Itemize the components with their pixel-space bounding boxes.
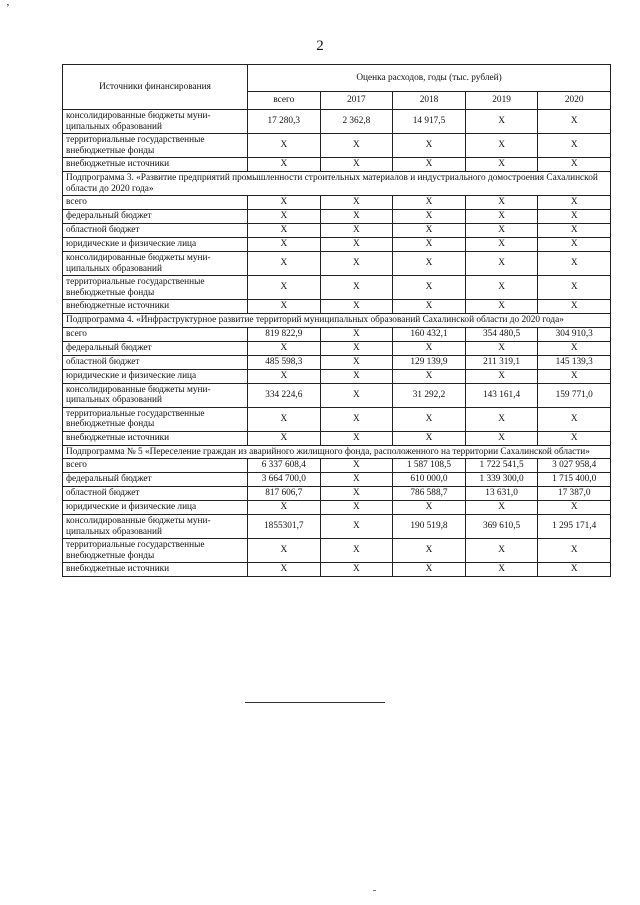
corner-mark: ’ <box>6 2 10 14</box>
value-cell: X <box>248 252 321 276</box>
value-cell: X <box>538 407 611 431</box>
value-cell: X <box>248 341 321 355</box>
value-cell: 817 606,7 <box>248 487 321 501</box>
value-cell: X <box>465 407 538 431</box>
subprogram-row <box>63 445 611 459</box>
source-column-header: Источники финансирования <box>63 65 248 110</box>
value-cell: X <box>320 134 393 158</box>
value-cell: 143 161,4 <box>465 383 538 407</box>
row-label: консолидированные бюджеты муни-ципальных образований <box>63 252 248 276</box>
value-cell: X <box>393 431 466 445</box>
value-cell: X <box>538 501 611 515</box>
row-label: консолидированные бюджеты муни-ципальных образований <box>63 515 248 539</box>
value-cell: X <box>393 252 466 276</box>
table-row <box>63 327 611 341</box>
value-cell: X <box>320 252 393 276</box>
table-row <box>63 473 611 487</box>
value-cell: X <box>465 501 538 515</box>
row-label: федеральный бюджет <box>63 473 248 487</box>
value-cell: 1 295 171,4 <box>538 515 611 539</box>
row-label: всего <box>63 196 248 210</box>
footer-mark <box>373 890 376 891</box>
value-cell: X <box>320 210 393 224</box>
value-cell: X <box>320 341 393 355</box>
value-cell: X <box>393 300 466 314</box>
value-cell: 3 027 958,4 <box>538 459 611 473</box>
value-cell: X <box>320 158 393 172</box>
table-body <box>63 110 611 577</box>
row-label: территориальные государственные внебюджетные фонды <box>63 407 248 431</box>
value-cell: X <box>465 224 538 238</box>
value-cell: X <box>465 210 538 224</box>
value-cell: X <box>465 110 538 134</box>
value-cell: 786 588,7 <box>393 487 466 501</box>
table-row <box>63 501 611 515</box>
row-label: юридические и физические лица <box>63 238 248 252</box>
subprogram-row <box>63 314 611 328</box>
value-cell: X <box>320 383 393 407</box>
value-cell: X <box>465 431 538 445</box>
value-cell: X <box>465 300 538 314</box>
value-cell: 1 587 108,5 <box>393 459 466 473</box>
value-cell: X <box>538 110 611 134</box>
value-cell: X <box>248 276 321 300</box>
row-label: территориальные государственные внебюджетные фонды <box>63 276 248 300</box>
value-cell: X <box>538 196 611 210</box>
value-cell: X <box>320 515 393 539</box>
subprogram-row <box>63 172 611 196</box>
row-label: всего <box>63 459 248 473</box>
value-cell: X <box>320 459 393 473</box>
table-row <box>63 224 611 238</box>
row-label: внебюджетные источники <box>63 563 248 577</box>
row-label: внебюджетные источники <box>63 300 248 314</box>
table-row <box>63 210 611 224</box>
value-cell: 160 432,1 <box>393 327 466 341</box>
column-header-2019: 2019 <box>465 91 538 109</box>
row-label: областной бюджет <box>63 355 248 369</box>
row-label: территориальные государственные внебюджетные фонды <box>63 134 248 158</box>
table-row <box>63 459 611 473</box>
table-row <box>63 276 611 300</box>
value-cell: 31 292,2 <box>393 383 466 407</box>
value-cell: X <box>248 300 321 314</box>
value-cell: 2 362,8 <box>320 110 393 134</box>
value-cell: X <box>320 473 393 487</box>
column-header-2017: 2017 <box>320 91 393 109</box>
table-row <box>63 158 611 172</box>
value-cell: X <box>465 341 538 355</box>
value-cell: X <box>393 563 466 577</box>
value-cell: X <box>393 276 466 300</box>
value-cell: X <box>465 539 538 563</box>
value-cell: X <box>538 224 611 238</box>
row-label: юридические и физические лица <box>63 369 248 383</box>
row-label: областной бюджет <box>63 487 248 501</box>
value-cell: 369 610,5 <box>465 515 538 539</box>
value-cell: X <box>320 327 393 341</box>
value-cell: 145 139,3 <box>538 355 611 369</box>
value-cell: X <box>248 210 321 224</box>
value-cell: X <box>248 369 321 383</box>
value-cell: X <box>320 196 393 210</box>
value-cell: X <box>393 210 466 224</box>
value-cell: 17 387,0 <box>538 487 611 501</box>
row-label: федеральный бюджет <box>63 210 248 224</box>
table-row <box>63 563 611 577</box>
subprogram-title: Подпрограмма 4. «Инфраструктурное развитие территорий муниципальных образований Сахалинской области до 2020 года» <box>63 314 611 328</box>
value-cell: 17 280,3 <box>248 110 321 134</box>
value-cell: 14 917,5 <box>393 110 466 134</box>
value-cell: X <box>320 300 393 314</box>
value-cell: X <box>248 196 321 210</box>
value-cell: 159 771,0 <box>538 383 611 407</box>
value-cell: X <box>538 158 611 172</box>
value-cell: X <box>320 238 393 252</box>
value-cell: X <box>393 407 466 431</box>
value-cell: X <box>248 407 321 431</box>
table-row <box>63 431 611 445</box>
value-cell: X <box>538 563 611 577</box>
value-cell: 1 722 541,5 <box>465 459 538 473</box>
value-cell: X <box>538 238 611 252</box>
table-row <box>63 539 611 563</box>
value-cell: 190 519,8 <box>393 515 466 539</box>
value-cell: X <box>248 431 321 445</box>
value-cell: 304 910,3 <box>538 327 611 341</box>
table-row <box>63 341 611 355</box>
value-cell: X <box>320 369 393 383</box>
value-cell: X <box>320 501 393 515</box>
value-cell: X <box>320 431 393 445</box>
table-row <box>63 515 611 539</box>
table-row <box>63 252 611 276</box>
table-row <box>63 407 611 431</box>
value-cell: X <box>465 252 538 276</box>
value-cell: 6 337 608,4 <box>248 459 321 473</box>
row-label: федеральный бюджет <box>63 341 248 355</box>
value-cell: 1855301,7 <box>248 515 321 539</box>
value-cell: 485 598,3 <box>248 355 321 369</box>
value-cell: X <box>393 224 466 238</box>
page-number: 2 <box>316 38 324 54</box>
row-label: внебюджетные источники <box>63 431 248 445</box>
table-row <box>63 110 611 134</box>
value-cell: X <box>538 276 611 300</box>
value-cell: X <box>320 487 393 501</box>
value-cell: X <box>538 431 611 445</box>
table-row <box>63 196 611 210</box>
row-label: юридические и физические лица <box>63 501 248 515</box>
row-label: консолидированные бюджеты муни-ципальных образований <box>63 110 248 134</box>
value-cell: 610 000,0 <box>393 473 466 487</box>
value-cell: X <box>393 539 466 563</box>
value-cell: X <box>393 369 466 383</box>
value-cell: X <box>248 158 321 172</box>
value-cell: X <box>465 369 538 383</box>
value-cell: X <box>320 563 393 577</box>
table-row <box>63 369 611 383</box>
subprogram-title: Подпрограмма 3. «Развитие предприятий промышленности строительных материалов и индустриального домостроения Сахалинской области до 2020 года» <box>63 172 611 196</box>
table-row <box>63 487 611 501</box>
value-cell: X <box>248 563 321 577</box>
value-cell: X <box>320 276 393 300</box>
estimate-column-header: Оценка расходов, годы (тыс. рублей) <box>248 65 611 92</box>
value-cell: 13 631,0 <box>465 487 538 501</box>
row-label: областной бюджет <box>63 224 248 238</box>
footer-divider <box>245 702 385 703</box>
column-header-total: всего <box>248 91 321 109</box>
value-cell: X <box>538 539 611 563</box>
column-header-2020: 2020 <box>538 91 611 109</box>
value-cell: X <box>465 158 538 172</box>
value-cell: X <box>538 369 611 383</box>
value-cell: X <box>465 563 538 577</box>
row-label: внебюджетные источники <box>63 158 248 172</box>
value-cell: X <box>465 134 538 158</box>
value-cell: X <box>248 539 321 563</box>
value-cell: 3 664 700,0 <box>248 473 321 487</box>
value-cell: X <box>320 539 393 563</box>
table-row <box>63 300 611 314</box>
value-cell: 1 715 400,0 <box>538 473 611 487</box>
subprogram-title: Подпрограмма № 5 «Переселение граждан из аварийного жилищного фонда, расположенного на территории Сахалинской области» <box>63 445 611 459</box>
value-cell: X <box>538 252 611 276</box>
value-cell: X <box>248 238 321 252</box>
value-cell: X <box>465 276 538 300</box>
value-cell: X <box>538 300 611 314</box>
value-cell: X <box>393 501 466 515</box>
value-cell: X <box>248 501 321 515</box>
value-cell: 129 139,9 <box>393 355 466 369</box>
value-cell: X <box>538 210 611 224</box>
row-label: всего <box>63 327 248 341</box>
value-cell: X <box>393 158 466 172</box>
budget-table <box>62 64 611 577</box>
value-cell: X <box>465 238 538 252</box>
value-cell: X <box>248 224 321 238</box>
table-row <box>63 383 611 407</box>
row-label: консолидированные бюджеты муни-ципальных образований <box>63 383 248 407</box>
value-cell: X <box>320 355 393 369</box>
value-cell: 819 822,9 <box>248 327 321 341</box>
value-cell: X <box>393 196 466 210</box>
value-cell: X <box>393 238 466 252</box>
value-cell: X <box>320 224 393 238</box>
column-header-2018: 2018 <box>393 91 466 109</box>
value-cell: X <box>320 407 393 431</box>
value-cell: X <box>538 341 611 355</box>
value-cell: 334 224,6 <box>248 383 321 407</box>
value-cell: X <box>465 196 538 210</box>
row-label: территориальные государственные внебюджетные фонды <box>63 539 248 563</box>
table-row <box>63 355 611 369</box>
value-cell: 354 480,5 <box>465 327 538 341</box>
value-cell: 211 319,1 <box>465 355 538 369</box>
value-cell: X <box>393 341 466 355</box>
value-cell: X <box>248 134 321 158</box>
value-cell: X <box>393 134 466 158</box>
value-cell: X <box>538 134 611 158</box>
table-row <box>63 238 611 252</box>
table-row <box>63 134 611 158</box>
value-cell: 1 339 300,0 <box>465 473 538 487</box>
